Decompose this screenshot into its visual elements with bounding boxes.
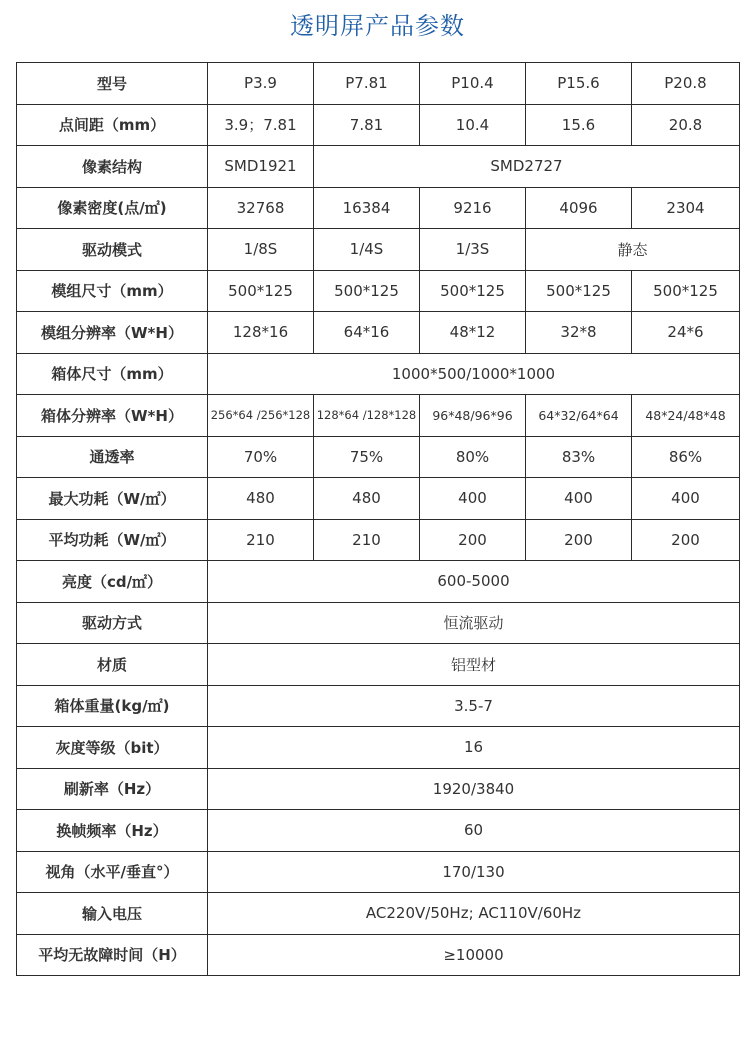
table-cell: 1920/3840 [208, 768, 740, 810]
table-row [17, 353, 740, 395]
table-cell: 20.8 [632, 104, 740, 146]
table-cell: 64*16 [314, 312, 420, 354]
row-label: 型号 [17, 63, 208, 105]
table-cell: 83% [526, 436, 632, 478]
row-label: 点间距（mm） [17, 104, 208, 146]
table-row [17, 395, 740, 437]
spec-table [16, 62, 740, 976]
table-row [17, 104, 740, 146]
table-cell: 200 [420, 519, 526, 561]
table-cell: 24*6 [632, 312, 740, 354]
row-label: 箱体尺寸（mm） [17, 353, 208, 395]
table-cell: SMD1921 [208, 146, 314, 188]
table-cell: 4096 [526, 187, 632, 229]
table-row [17, 561, 740, 603]
table-cell: 200 [632, 519, 740, 561]
table-cell: 1000*500/1000*1000 [208, 353, 740, 395]
row-label: 平均无故障时间（H） [17, 934, 208, 976]
table-row [17, 436, 740, 478]
table-cell: 64*32/64*64 [526, 395, 632, 437]
table-cell: 256*64 /256*128 [208, 395, 314, 437]
table-row [17, 644, 740, 686]
table-cell: 210 [208, 519, 314, 561]
row-label: 驱动方式 [17, 602, 208, 644]
table-cell: P10.4 [420, 63, 526, 105]
table-cell: 1/3S [420, 229, 526, 271]
table-row [17, 270, 740, 312]
row-label: 通透率 [17, 436, 208, 478]
table-cell: 32*8 [526, 312, 632, 354]
table-cell: 128*16 [208, 312, 314, 354]
table-cell: 16 [208, 727, 740, 769]
table-row [17, 187, 740, 229]
table-cell: 铝型材 [208, 644, 740, 686]
row-label: 像素密度(点/㎡) [17, 187, 208, 229]
table-cell: 86% [632, 436, 740, 478]
row-label: 像素结构 [17, 146, 208, 188]
row-label: 最大功耗（W/㎡） [17, 478, 208, 520]
table-cell: 500*125 [314, 270, 420, 312]
table-cell: 480 [208, 478, 314, 520]
table-cell: 500*125 [526, 270, 632, 312]
table-cell: 80% [420, 436, 526, 478]
row-label: 平均功耗（W/㎡） [17, 519, 208, 561]
row-label: 箱体分辨率（W*H） [17, 395, 208, 437]
table-cell: 400 [420, 478, 526, 520]
row-label: 灰度等级（bit） [17, 727, 208, 769]
table-row [17, 478, 740, 520]
row-label: 亮度（cd/㎡） [17, 561, 208, 603]
table-cell: 75% [314, 436, 420, 478]
table-row [17, 312, 740, 354]
table-cell: P3.9 [208, 63, 314, 105]
table-cell: 400 [632, 478, 740, 520]
table-row [17, 146, 740, 188]
table-cell: 2304 [632, 187, 740, 229]
table-cell: 16384 [314, 187, 420, 229]
table-row [17, 602, 740, 644]
table-cell: 400 [526, 478, 632, 520]
table-row [17, 893, 740, 935]
table-cell: 48*12 [420, 312, 526, 354]
table-cell: 480 [314, 478, 420, 520]
row-label: 箱体重量(kg/㎡) [17, 685, 208, 727]
table-cell: 1/4S [314, 229, 420, 271]
table-row [17, 685, 740, 727]
table-cell: 9216 [420, 187, 526, 229]
table-row [17, 229, 740, 271]
row-label: 输入电压 [17, 893, 208, 935]
table-cell: SMD2727 [314, 146, 740, 188]
table-cell: 210 [314, 519, 420, 561]
table-cell: 500*125 [420, 270, 526, 312]
table-cell: 1/8S [208, 229, 314, 271]
row-label: 驱动模式 [17, 229, 208, 271]
table-cell: 静态 [526, 229, 740, 271]
table-row [17, 727, 740, 769]
row-label: 材质 [17, 644, 208, 686]
table-row [17, 810, 740, 852]
table-cell: 3.5-7 [208, 685, 740, 727]
table-row [17, 519, 740, 561]
table-cell: ≥10000 [208, 934, 740, 976]
table-cell: 128*64 /128*128 [314, 395, 420, 437]
table-cell: 70% [208, 436, 314, 478]
table-cell: 15.6 [526, 104, 632, 146]
row-label: 视角（水平/垂直°） [17, 851, 208, 893]
table-cell: P20.8 [632, 63, 740, 105]
table-cell: 500*125 [208, 270, 314, 312]
table-cell: 恒流驱动 [208, 602, 740, 644]
table-cell: AC220V/50Hz; AC110V/60Hz [208, 893, 740, 935]
table-cell: 200 [526, 519, 632, 561]
table-cell: 32768 [208, 187, 314, 229]
table-cell: 96*48/96*96 [420, 395, 526, 437]
table-cell: 7.81 [314, 104, 420, 146]
table-row [17, 934, 740, 976]
table-cell: 170/130 [208, 851, 740, 893]
table-cell: 500*125 [632, 270, 740, 312]
table-cell: P15.6 [526, 63, 632, 105]
table-cell: 3.9；7.81 [208, 104, 314, 146]
table-cell: 48*24/48*48 [632, 395, 740, 437]
row-label: 换帧频率（Hz） [17, 810, 208, 852]
table-cell: 10.4 [420, 104, 526, 146]
table-row [17, 851, 740, 893]
table-row [17, 768, 740, 810]
row-label: 模组分辨率（W*H） [17, 312, 208, 354]
table-cell: P7.81 [314, 63, 420, 105]
table-row [17, 63, 740, 105]
table-cell: 60 [208, 810, 740, 852]
page-title: 透明屏产品参数 [290, 12, 465, 40]
table-cell: 600-5000 [208, 561, 740, 603]
row-label: 刷新率（Hz） [17, 768, 208, 810]
row-label: 模组尺寸（mm） [17, 270, 208, 312]
